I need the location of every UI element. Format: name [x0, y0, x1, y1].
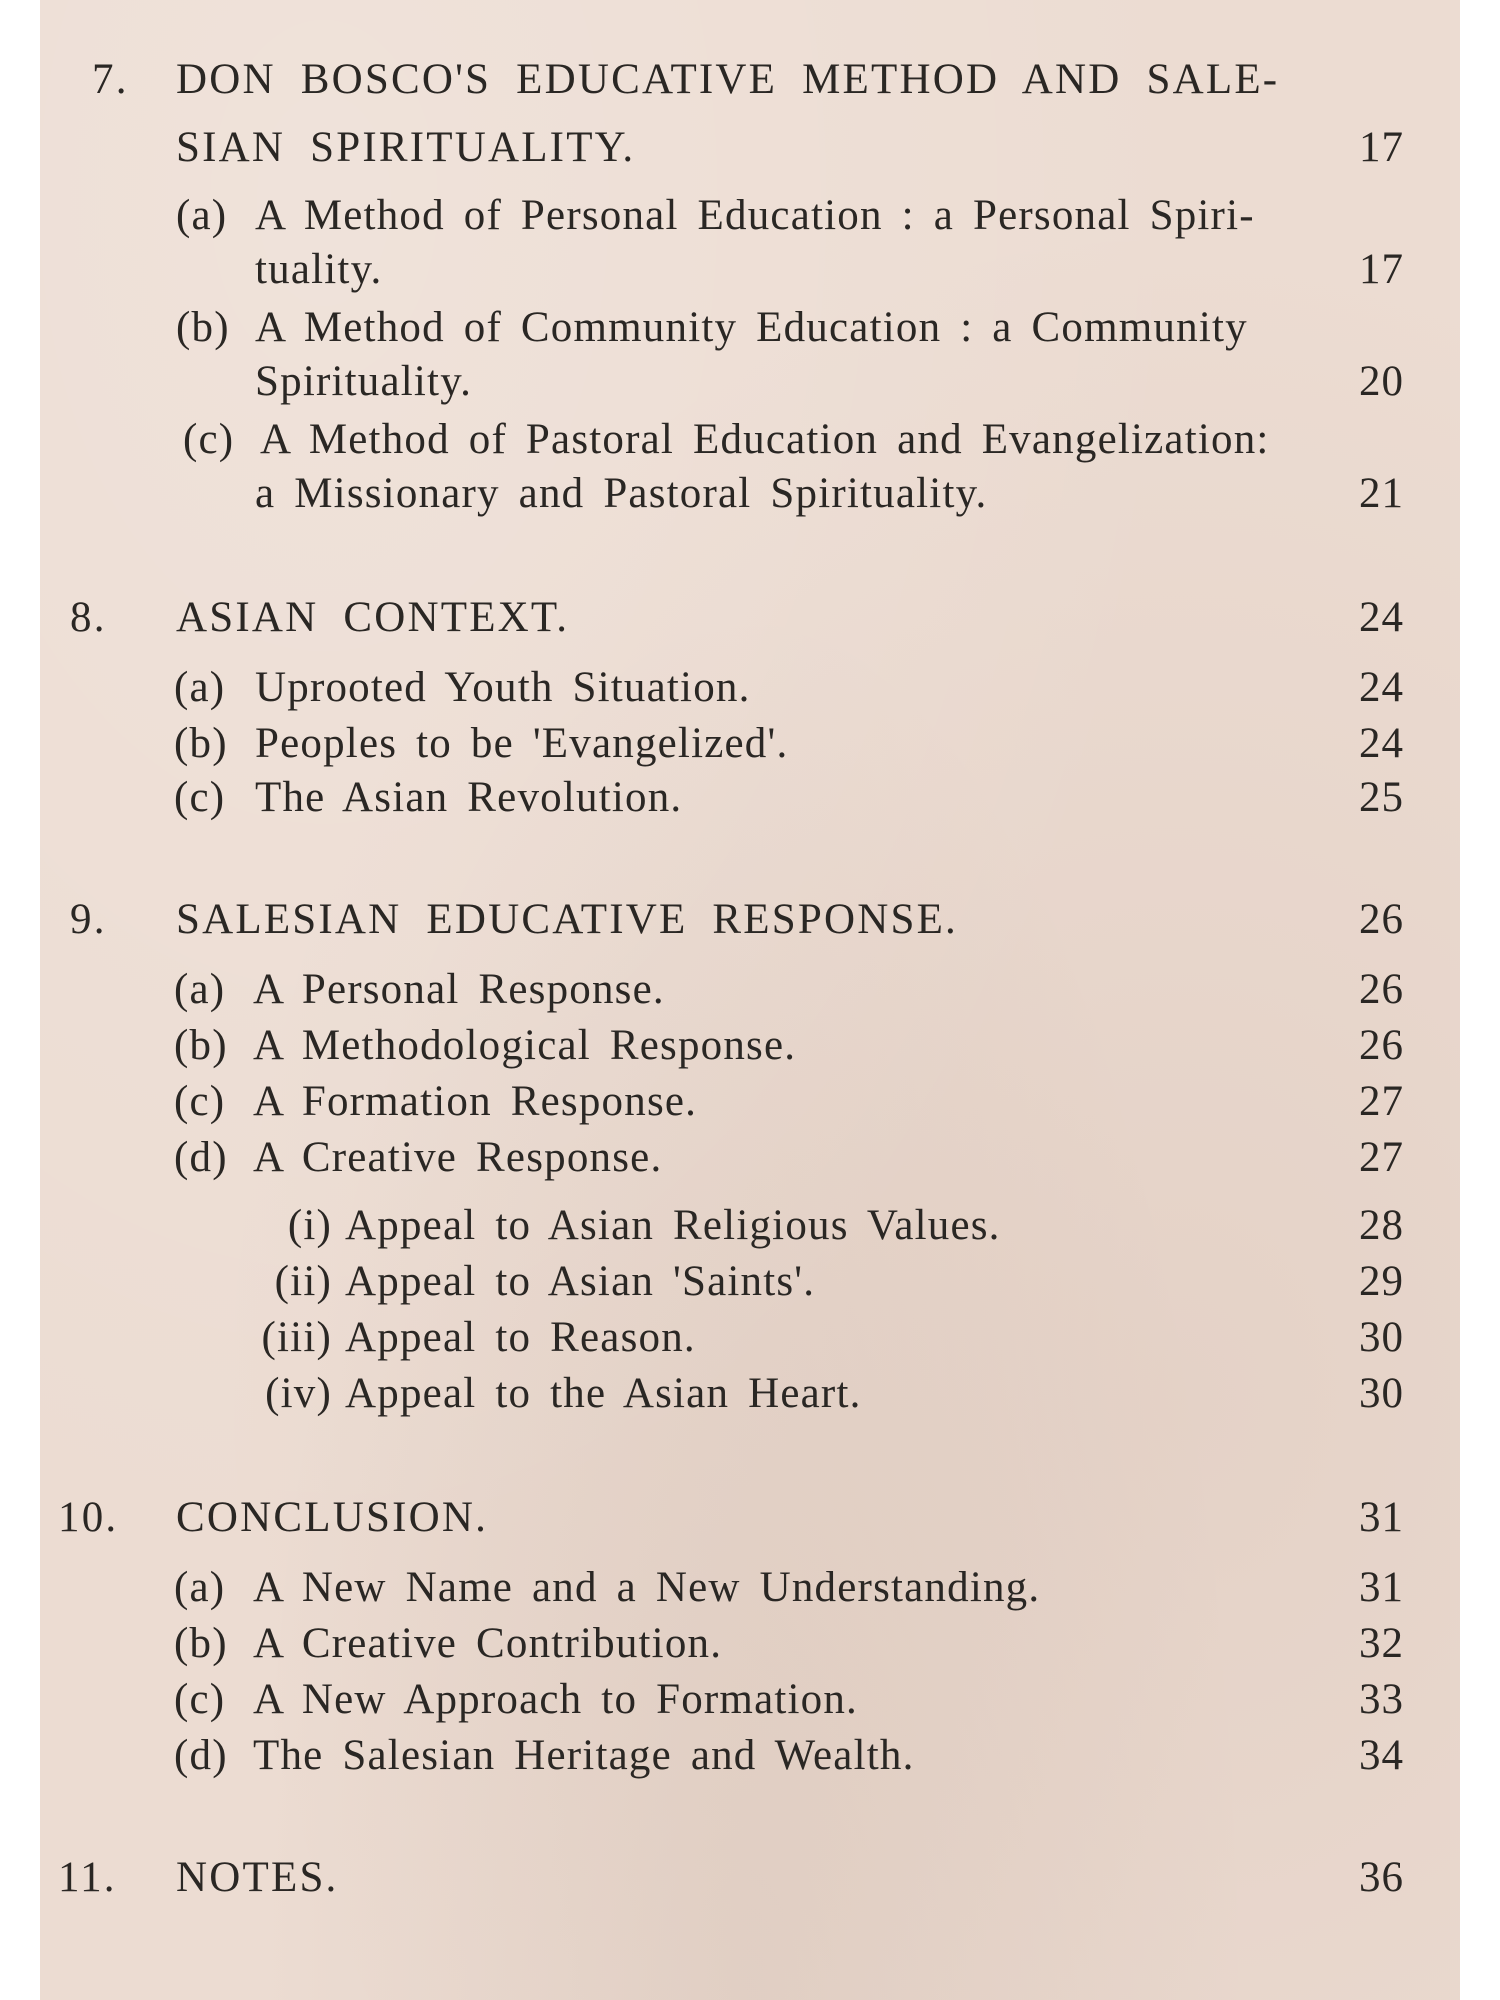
toc-section-title-text: DON BOSCO'S EDUCATIVE METHOD AND SALE- [176, 56, 1280, 103]
toc-section-9 [40, 892, 1460, 948]
toc-page-number: 17 [1359, 246, 1404, 293]
toc-entry-label: (b) [174, 720, 228, 767]
toc-page-number: 26 [1359, 1022, 1404, 1069]
toc-entry-text: A Personal Response. [253, 966, 665, 1013]
toc-entry-text: The Asian Revolution. [255, 774, 683, 821]
toc-entry-text-cont: Spirituality. [255, 358, 473, 405]
toc-entry-7b-line-1 [40, 300, 1460, 356]
toc-entry-text: A Formation Response. [253, 1078, 698, 1125]
toc-section-title: CONCLUSION. [176, 1494, 489, 1541]
toc-page-number: 31 [1359, 1494, 1404, 1541]
toc-subentry-9d-iv [40, 1366, 1460, 1422]
toc-section-title: SALESIAN EDUCATIVE RESPONSE. [176, 896, 958, 943]
toc-page-number: 29 [1359, 1258, 1404, 1305]
toc-entry-text-cont: a Missionary and Pastoral Spirituality. [255, 470, 988, 517]
toc-entry-label: (b) [174, 1022, 228, 1069]
toc-entry-text: A New Approach to Formation. [253, 1676, 858, 1723]
toc-entry-9d [40, 1130, 1460, 1186]
toc-section-8 [40, 590, 1460, 646]
toc-entry-7c-line-2 [40, 466, 1460, 522]
toc-entry-label: (b) [176, 304, 230, 351]
toc-entry-label: (a) [174, 664, 226, 711]
toc-entry-label: (c) [174, 1078, 226, 1125]
toc-page [40, 0, 1460, 2000]
toc-entry-label: (a) [174, 1564, 226, 1611]
toc-entry-text: Uprooted Youth Situation. [255, 664, 751, 711]
toc-subentry-text: Appeal to Asian 'Saints'. [345, 1258, 816, 1305]
toc-entry-label: (a) [176, 192, 228, 239]
toc-section-11 [40, 1850, 1460, 1906]
toc-entry-7b-line-2 [40, 354, 1460, 410]
toc-subentry-label: (iv) [265, 1370, 332, 1417]
toc-page-number: 31 [1359, 1564, 1404, 1611]
toc-section-title: NOTES. [176, 1854, 339, 1901]
toc-section-number: 7. [92, 56, 129, 103]
toc-entry-text: A Method of Community Education : a Community [255, 304, 1248, 351]
toc-entry-text-cont: tuality. [255, 246, 383, 293]
toc-entry-9a [40, 962, 1460, 1018]
toc-entry-10d [40, 1728, 1460, 1784]
toc-subentry-9d-i [40, 1198, 1460, 1254]
toc-subentry-label: (ii) [274, 1258, 332, 1305]
toc-page-number: 21 [1359, 470, 1404, 517]
toc-page-number: 24 [1359, 664, 1404, 711]
toc-page-number: 36 [1359, 1854, 1404, 1901]
toc-page-number: 27 [1359, 1134, 1404, 1181]
toc-subentry-label: (i) [287, 1202, 332, 1249]
toc-entry-label: (a) [174, 966, 226, 1013]
toc-entry-10b [40, 1616, 1460, 1672]
toc-entry-8b [40, 716, 1460, 772]
toc-entry-text: A New Name and a New Understanding. [253, 1564, 1041, 1611]
toc-entry-8a [40, 660, 1460, 716]
toc-subentry-text: Appeal to Reason. [345, 1314, 696, 1361]
toc-entry-label: (c) [174, 774, 226, 821]
toc-entry-7c-line-1 [40, 412, 1460, 468]
toc-page-number: 30 [1359, 1370, 1404, 1417]
toc-entry-10a [40, 1560, 1460, 1616]
toc-page-number: 20 [1359, 358, 1404, 405]
toc-section-title-cont: SIAN SPIRITUALITY. [176, 124, 636, 171]
toc-entry-label: (d) [174, 1134, 228, 1181]
toc-subentry-9d-ii [40, 1254, 1460, 1310]
toc-section-title: ASIAN CONTEXT. [176, 594, 570, 641]
toc-entry-text: Peoples to be 'Evangelized'. [255, 720, 789, 767]
toc-section-number: 8. [70, 594, 107, 641]
toc-section-number: 10. [58, 1494, 119, 1541]
toc-entry-9c [40, 1074, 1460, 1130]
toc-entry-label: (c) [174, 1676, 226, 1723]
toc-entry-text: A Creative Response. [253, 1134, 663, 1181]
toc-entry-text: A Creative Contribution. [253, 1620, 723, 1667]
toc-page-number: 30 [1359, 1314, 1404, 1361]
toc-page-number: 26 [1359, 896, 1404, 943]
toc-entry-text: The Salesian Heritage and Wealth. [253, 1732, 915, 1779]
toc-subentry-label: (iii) [261, 1314, 332, 1361]
toc-section-title [176, 52, 1404, 108]
toc-entry-label: (d) [174, 1732, 228, 1779]
toc-page-number: 33 [1359, 1676, 1404, 1723]
toc-section-7-line-2 [40, 120, 1460, 176]
toc-entry-10c [40, 1672, 1460, 1728]
toc-entry-label: (b) [174, 1620, 228, 1667]
toc-page-number: 27 [1359, 1078, 1404, 1125]
toc-page-number: 26 [1359, 966, 1404, 1013]
toc-page-number: 24 [1359, 594, 1404, 641]
toc-section-number: 11. [58, 1854, 117, 1901]
toc-page-number: 25 [1359, 774, 1404, 821]
toc-page-number: 34 [1359, 1732, 1404, 1779]
toc-page-number: 24 [1359, 720, 1404, 767]
toc-entry-8c [40, 770, 1460, 826]
toc-page-number: 28 [1359, 1202, 1404, 1249]
toc-subentry-text: Appeal to the Asian Heart. [345, 1370, 862, 1417]
toc-subentry-9d-iii [40, 1310, 1460, 1366]
toc-entry-text: A Method of Personal Education : a Personal Spiri- [255, 192, 1255, 239]
toc-entry-text: A Methodological Response. [253, 1022, 797, 1069]
toc-entry-9b [40, 1018, 1460, 1074]
toc-entry-7a-line-1 [40, 188, 1460, 244]
toc-entry-label: (c) [183, 416, 235, 463]
toc-entry-text: A Method of Pastoral Education and Evangelization: [260, 416, 1270, 463]
toc-section-number: 9. [70, 896, 107, 943]
toc-section-10 [40, 1490, 1460, 1546]
toc-section-7-line-1 [40, 52, 1460, 108]
toc-subentry-text: Appeal to Asian Religious Values. [345, 1202, 1001, 1249]
toc-page-number: 32 [1359, 1620, 1404, 1667]
toc-entry-7a-line-2 [40, 242, 1460, 298]
toc-page-number: 17 [1359, 124, 1404, 171]
